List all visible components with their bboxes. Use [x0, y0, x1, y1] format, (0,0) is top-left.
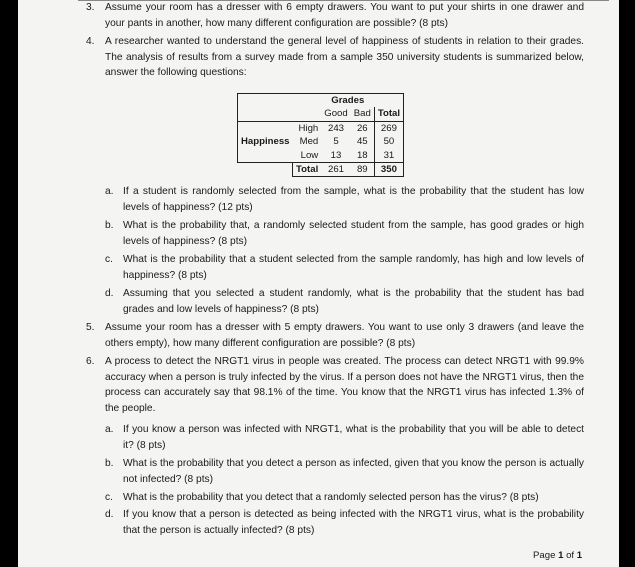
q6d-letter: d.: [105, 509, 114, 520]
q5-text: Assume your room has a dresser with 5 empty drawers. You want to use only 3 drawers (and leave the others empty), how many different configuration are possible? (8 pts): [105, 322, 584, 349]
total-row-label: Total: [293, 163, 322, 177]
q5-number: 5.: [86, 322, 95, 333]
row-label: Low: [293, 149, 322, 163]
grades-header: Grades: [321, 94, 374, 108]
cell-value: 261: [321, 163, 350, 177]
q4d-text: Assuming that you selected a student randomly, what is the probability that the student has bad grades and low levels of happiness? (8 pts): [123, 288, 584, 315]
row-label: Med: [299, 136, 319, 148]
q6d-text: If you know that a person is detected as being infected with the NRGT1 virus, what is the probability that the person is actually infected? (8 pts): [123, 509, 584, 536]
cell-value: 89: [351, 163, 375, 177]
q3-number: 3.: [86, 2, 95, 13]
cell-value: 18: [351, 149, 375, 163]
q6b-text: What is the probability that you detect a person as infected, given that you know the person is actually not infected? (8 pts): [123, 458, 584, 485]
happiness-row-group: Happiness: [238, 135, 293, 148]
q4a-text: If a student is randomly selected from the sample, what is the probability that the student has low levels of happiness? (12 pts): [123, 186, 584, 213]
table-corner: [238, 94, 293, 108]
of-word: of: [566, 550, 575, 561]
q6b-letter: b.: [105, 458, 114, 469]
col-good: Good: [321, 107, 350, 121]
cell-value: 31: [374, 149, 403, 163]
page-footer: [533, 550, 582, 561]
q4c-text: What is the probability that a student selected from the sample randomly, has high and low levels of happiness? (8 pts): [123, 254, 584, 281]
cell-value: 26: [356, 122, 368, 134]
page-word: Page: [533, 550, 556, 561]
q4c-letter: c.: [105, 254, 113, 265]
q6-text: A process to detect the NRGT1 virus in people was created. The process can detect NRGT1 with 99.9% accuracy when a person is truly infected by the virus. If a person does not have the NRGT1 virus, then the process can accurately say that 98.1% of the time. You know that the NRGT1 virus has infected 1.3% of the people.: [105, 356, 584, 414]
q6c-text: What is the probability that you detect that a randomly selected person has the virus? (8 pts): [123, 492, 539, 503]
cell-value: 45: [356, 136, 368, 148]
q3-text: Assume your room has a dresser with 6 empty drawers. You want to put your shirts in one drawer and your pants in another, how many different configuration are possible? (8 pts): [105, 2, 584, 29]
q6c-letter: c.: [105, 492, 113, 503]
page-number: 1: [558, 550, 564, 561]
q4d-letter: d.: [105, 288, 114, 299]
col-bad: Bad: [351, 107, 375, 121]
row-label: High: [298, 122, 319, 134]
cell-value: 243: [327, 122, 344, 134]
q4-text: A researcher wanted to understand the general level of happiness of students in relation to their grades. The analysis of results from a survey made from a sample 350 university students is summarized below, answer the following questions:: [105, 36, 584, 79]
page-total: 1: [576, 550, 583, 561]
q4b-letter: b.: [105, 220, 114, 231]
q4a-letter: a.: [105, 186, 114, 197]
grades-happiness-table: [237, 93, 404, 177]
q6a-letter: a.: [105, 424, 114, 435]
cell-value: 13: [321, 149, 350, 163]
cell-value: 269: [374, 121, 403, 135]
q6-number: 6.: [86, 356, 95, 367]
document-page: [18, 0, 619, 567]
cell-value: 50: [374, 135, 403, 148]
q4b-text: What is the probability that, a randomly selected student from the sample, has good grades or high levels of happiness? (8 pts): [123, 220, 584, 247]
cell-value: 5: [333, 136, 339, 148]
grand-total: 350: [374, 163, 403, 177]
col-total: Total: [374, 107, 403, 121]
q6a-text: If you know a person was infected with NRGT1, what is the probability that you will be able to detect it? (8 pts): [123, 424, 584, 451]
q4-number: 4.: [86, 36, 95, 47]
